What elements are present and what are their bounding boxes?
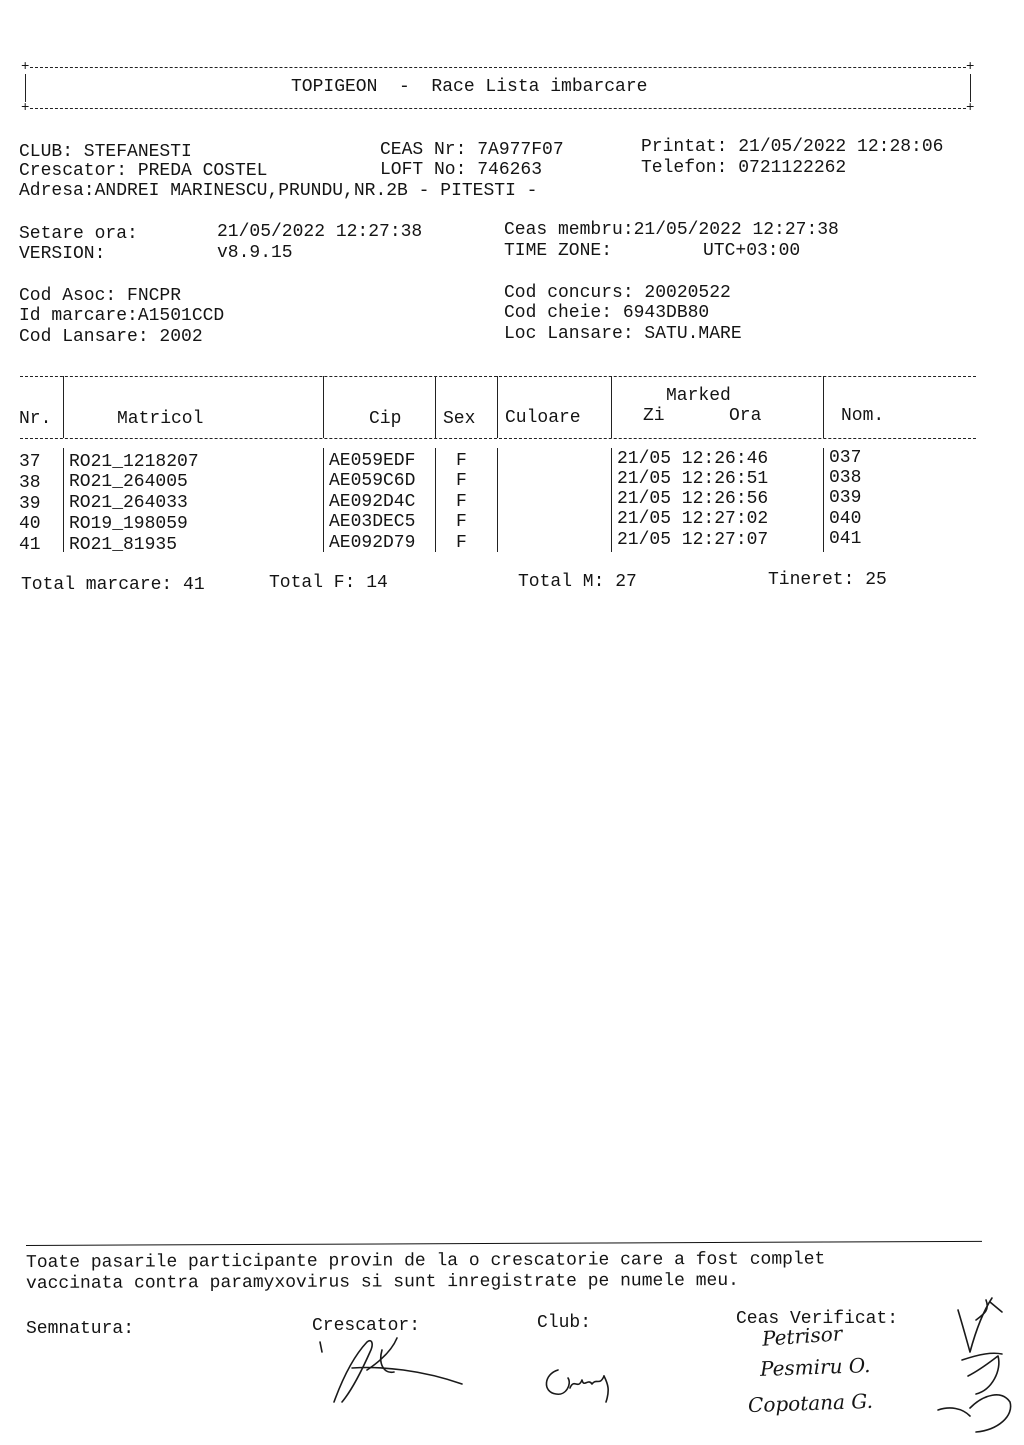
printed-timestamp: Printat: 21/05/2022 12:28:06 [641,137,944,157]
column-divider [63,448,64,552]
header-culoare: Culoare [505,408,581,428]
header-nom: Nom. [841,406,885,426]
header-box-left [25,74,26,102]
row-matricol: RO21_81935 [69,535,178,555]
row-matricol: RO19_198059 [69,514,188,534]
declaration-line-1: Toate pasarile participante provin de la o crescatorie care a fost complet [25,1249,826,1273]
address: Adresa:ANDREI MARINESCU,PRUNDU,NR.2B - PITESTI - [19,181,538,201]
row-sex: F [456,492,467,512]
row-cip: AE03DEC5 [329,512,416,532]
column-divider [435,376,436,438]
row-zi-ora: 21/05 12:27:07 [617,530,769,550]
crescator-name: Crescator: PREDA COSTEL [19,161,268,181]
header-box-bottom [30,108,966,109]
header-ora: Ora [729,406,762,426]
verifier-name-3: Copotana G. [747,1388,874,1418]
row-sex: F [456,533,467,553]
header-matricol: Matricol [117,409,204,429]
row-sex: F [456,451,467,471]
row-nr: 40 [19,514,41,534]
header-nr: Nr. [19,409,52,429]
time-zone-value: UTC+03:00 [703,241,801,261]
id-marcare: Id marcare:A1501CCD [19,306,225,326]
column-divider [63,376,64,438]
club-signature-icon [538,1360,628,1405]
row-matricol: RO21_264033 [69,493,188,513]
header-box-corner: + [966,100,975,116]
row-matricol: RO21_1218207 [69,452,199,472]
cod-asoc: Cod Asoc: FNCPR [19,286,182,306]
row-nr: 38 [19,473,41,493]
column-divider [323,448,324,552]
column-divider [611,376,612,438]
header-box-corner: + [966,59,975,75]
header-box-corner: + [21,59,30,75]
header-zi: Zi [643,406,665,426]
row-zi-ora: 21/05 12:26:46 [617,449,769,469]
ceas-verificat-label: Ceas Verificat: [736,1309,899,1329]
row-cip: AE092D79 [329,533,416,553]
table-top-rule [20,376,976,377]
time-zone-label: TIME ZONE: [504,241,613,261]
column-divider [823,376,824,438]
total-m: Total M: 27 [518,572,637,592]
column-divider [323,376,324,438]
header-box-right [970,74,971,102]
header-marked: Marked [666,386,731,406]
column-divider [497,376,498,438]
column-divider [823,448,824,552]
row-cip: AE059C6D [329,471,416,491]
crescator-signature-icon [312,1330,482,1415]
club-name: CLUB: STEFANESTI [19,142,192,162]
row-zi-ora: 21/05 12:26:51 [617,469,769,489]
crescator-sign-label: Crescator: [312,1316,421,1336]
row-zi-ora: 21/05 12:26:56 [617,489,769,509]
row-matricol: RO21_264005 [69,472,188,492]
column-divider [435,448,436,552]
ceas-number: CEAS Nr: 7A977F07 [380,140,564,160]
verifier-name-1: Petrisor [761,1321,844,1351]
footer-rule [26,1241,982,1246]
header-sex: Sex [443,409,476,429]
row-nr: 37 [19,452,41,472]
telephone: Telefon: 0721122262 [641,158,847,178]
row-cip: AE092D4C [329,492,416,512]
total-marcare: Total marcare: 41 [21,575,205,595]
verifier-name-2: Pesmiru O. [759,1353,871,1381]
loc-lansare: Loc Lansare: SATU.MARE [504,324,742,344]
cod-concurs: Cod concurs: 20020522 [504,283,731,303]
version-label: VERSION: [19,244,106,264]
row-nom: 039 [829,488,862,508]
table-header-rule [20,438,976,439]
row-nr: 41 [19,535,41,555]
tineret: Tineret: 25 [768,570,887,590]
header-box-corner: + [21,100,30,116]
column-divider [611,448,612,552]
version-value: v8.9.15 [217,243,293,263]
total-f: Total F: 14 [269,573,388,593]
club-sign-label: Club: [537,1313,592,1333]
setare-ora-label: Setare ora: [19,224,138,244]
cod-lansare: Cod Lansare: 2002 [19,327,203,347]
row-sex: F [456,512,467,532]
ceas-membru: Ceas membru:21/05/2022 12:27:38 [504,220,839,240]
loft-number: LOFT No: 746263 [380,160,543,180]
row-nom: 037 [829,448,862,468]
column-divider [497,448,498,552]
row-cip: AE059EDF [329,451,416,471]
row-sex: F [456,471,467,491]
semnatura-label: Semnatura: [26,1319,135,1339]
row-nom: 041 [829,529,862,549]
row-zi-ora: 21/05 12:27:02 [617,509,769,529]
row-nom: 040 [829,509,862,529]
header-box-top [30,67,966,68]
header-cip: Cip [369,409,402,429]
row-nom: 038 [829,468,862,488]
page-title: TOPIGEON - Race Lista imbarcare [291,77,648,97]
declaration-line-2: vaccinata contra paramyxovirus si sunt inregistrate pe numele meu. [25,1270,739,1294]
setare-ora-value: 21/05/2022 12:27:38 [217,222,423,242]
cod-cheie: Cod cheie: 6943DB80 [504,303,710,323]
row-nr: 39 [19,494,41,514]
